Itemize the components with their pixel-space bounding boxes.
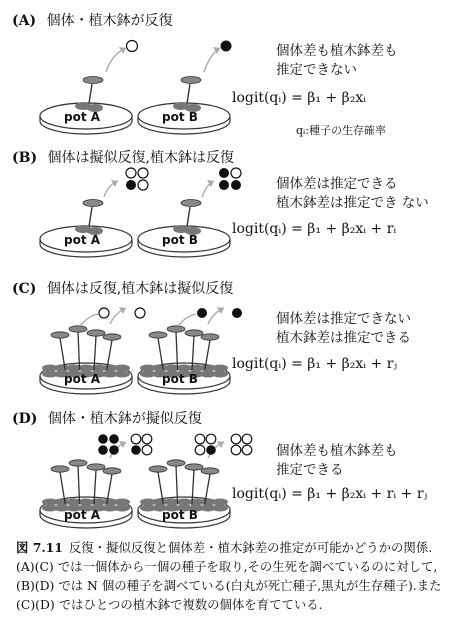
seed-cluster [98, 434, 119, 455]
pot-a-label: pot A [64, 110, 101, 124]
pot-b-label: pot B [162, 110, 198, 124]
pot-b-label: pot B [162, 233, 198, 247]
panel-label: (B) [12, 150, 38, 166]
description-line: 植木鉢差は推定でき ない [276, 195, 429, 211]
pot-a-label: pot A [64, 233, 101, 247]
pot-a-label: pot A [64, 508, 101, 522]
panel-title: 個体・植木鉢が反復 [46, 13, 173, 29]
seed-cluster [231, 434, 252, 455]
dead-seed-marker [127, 41, 138, 52]
description-line: 推定できない [276, 62, 357, 78]
panel-d [0, 406, 461, 536]
seed-cluster [131, 434, 152, 455]
description-line: 植木鉢差は推定できる [276, 330, 411, 346]
panel-title: 個体は擬似反復,植木鉢は反復 [47, 150, 234, 166]
panel-title: 個体は反復,植木鉢は擬似反復 [46, 281, 234, 297]
formula-note: qᵢ:種子の生存確率 [296, 124, 386, 137]
caption-label: 図 7.11 [16, 540, 63, 555]
panel-a [0, 0, 461, 150]
model-formula: logit(qᵢ) = β₁ + β₂xᵢ [232, 90, 367, 106]
panel-c [0, 276, 461, 404]
seed-cluster [195, 434, 216, 455]
panel-b [0, 145, 461, 275]
model-formula: logit(qᵢ) = β₁ + β₂xᵢ + rᵢ [232, 221, 397, 237]
description-line: 個体差も植木鉢差も [276, 43, 398, 59]
description-line: 推定できる [276, 462, 344, 478]
pot-a-label: pot A [64, 372, 101, 386]
live-seed-marker [232, 308, 242, 318]
pot-b-label: pot B [162, 508, 198, 522]
live-seed-marker [221, 41, 232, 52]
seed-cluster [219, 168, 241, 190]
pot-b-label: pot B [162, 372, 198, 386]
caption-text: 反復・擬似反復と個体差・植木鉢差の推定が可能かどうかの関係.(A)(C) では一個体から一個の種子を取り,その生死を調べているのに対して,(B)(D) では N 個の種子を調べている(白丸が死亡種子,黒丸が生存種子).また (C)(D) ではひとつの植木鉢で複数の個体を育てている. [16, 540, 442, 612]
description-line: 個体差も植木鉢差も [276, 443, 398, 459]
description-line: 個体差は推定できる [276, 176, 398, 192]
model-formula: logit(qᵢ) = β₁ + β₂xᵢ + rᵢ + rⱼ [232, 486, 428, 502]
panel-title: 個体・植木鉢が擬似反復 [47, 411, 202, 427]
figure-caption [16, 538, 448, 614]
dead-seed-marker [99, 308, 109, 318]
live-seed-marker [197, 308, 207, 318]
panel-label: (D) [12, 411, 38, 427]
model-formula: logit(qᵢ) = β₁ + β₂xᵢ + rⱼ [232, 356, 398, 372]
seed-cluster [126, 168, 148, 190]
dead-seed-marker [135, 308, 145, 318]
panel-label: (A) [12, 13, 37, 29]
panel-label: (C) [12, 281, 37, 297]
description-line: 個体差は推定できない [276, 311, 411, 327]
